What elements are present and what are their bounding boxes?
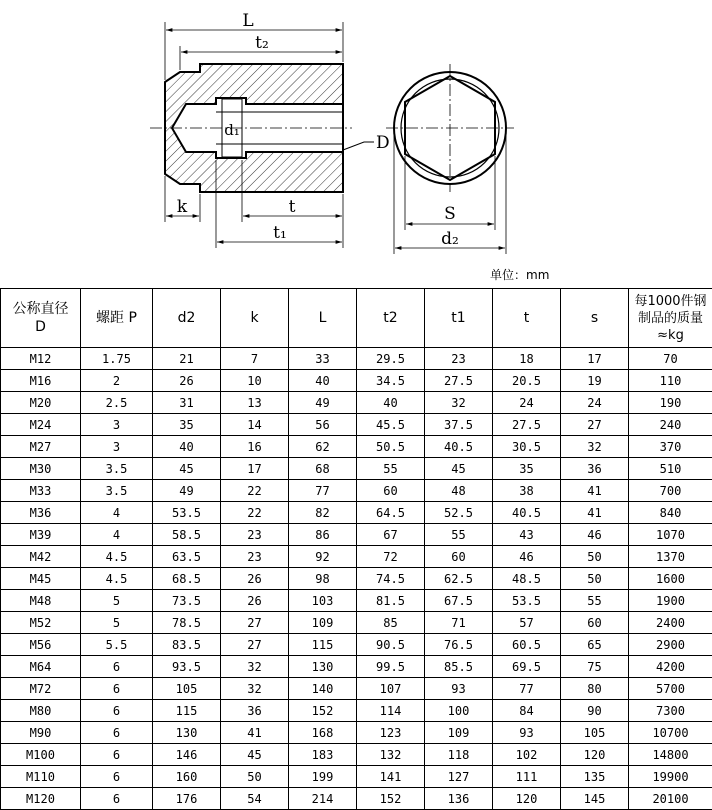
cell-nominal-diameter: M39 [1,524,81,546]
cell-L: 82 [289,502,357,524]
cell-d2: 40 [153,436,221,458]
cell-L: 199 [289,766,357,788]
cell-t1: 32 [425,392,493,414]
cell-L: 183 [289,744,357,766]
table-row [1,436,712,458]
cell-k: 10 [221,370,289,392]
cell-nominal-diameter: M90 [1,722,81,744]
cell-nominal-diameter: M120 [1,788,81,810]
cell-d2: 45 [153,458,221,480]
header-t1-line: t1 [451,310,466,326]
cell-mass-per-1000: 2900 [629,634,712,656]
cell-mass-per-1000: 1900 [629,590,712,612]
cell-t2: 74.5 [357,568,425,590]
header-pitch-line: 螺距 P [96,310,137,326]
table-row [1,348,712,370]
cell-L: 103 [289,590,357,612]
cell-t1: 45 [425,458,493,480]
cell-nominal-diameter: M64 [1,656,81,678]
cell-d2: 53.5 [153,502,221,524]
table-row [1,568,712,590]
cell-k: 22 [221,502,289,524]
cell-t2: 152 [357,788,425,810]
cell-k: 45 [221,744,289,766]
cell-s: 120 [561,744,629,766]
label-t2: t₂ [255,33,269,53]
cell-d2: 26 [153,370,221,392]
header-L [289,289,357,348]
cell-L: 109 [289,612,357,634]
cell-mass-per-1000: 840 [629,502,712,524]
label-L: L [242,11,254,31]
cell-s: 36 [561,458,629,480]
cell-t1: 109 [425,722,493,744]
cell-t1: 67.5 [425,590,493,612]
cell-t: 84 [493,700,561,722]
header-t [493,289,561,348]
table-row [1,524,712,546]
cell-pitch: 6 [81,700,153,722]
cell-t1: 55 [425,524,493,546]
end-view [386,64,514,254]
cell-mass-per-1000: 7300 [629,700,712,722]
cell-pitch: 5.5 [81,634,153,656]
cell-t1: 60 [425,546,493,568]
table-row [1,392,712,414]
header-s [561,289,629,348]
cell-pitch: 4 [81,502,153,524]
cell-d2: 176 [153,788,221,810]
table-row [1,678,712,700]
cell-t2: 114 [357,700,425,722]
cell-s: 60 [561,612,629,634]
cell-nominal-diameter: M56 [1,634,81,656]
cell-pitch: 6 [81,656,153,678]
cell-s: 105 [561,722,629,744]
cell-nominal-diameter: M36 [1,502,81,524]
cell-s: 75 [561,656,629,678]
cell-t2: 45.5 [357,414,425,436]
cell-mass-per-1000: 4200 [629,656,712,678]
cell-d2: 73.5 [153,590,221,612]
spec-table [0,288,712,810]
cell-k: 7 [221,348,289,370]
cell-pitch: 5 [81,612,153,634]
cell-s: 50 [561,546,629,568]
cell-t1: 40.5 [425,436,493,458]
cell-d2: 78.5 [153,612,221,634]
cell-k: 22 [221,480,289,502]
cell-t: 46 [493,546,561,568]
cell-k: 16 [221,436,289,458]
cell-L: 140 [289,678,357,700]
cell-pitch: 3.5 [81,480,153,502]
cell-d2: 49 [153,480,221,502]
cell-s: 55 [561,590,629,612]
cell-t2: 67 [357,524,425,546]
cell-t2: 50.5 [357,436,425,458]
cell-pitch: 4 [81,524,153,546]
cell-t1: 127 [425,766,493,788]
cell-mass-per-1000: 10700 [629,722,712,744]
table-row [1,788,712,810]
cell-nominal-diameter: M72 [1,678,81,700]
cell-s: 80 [561,678,629,700]
table-row [1,590,712,612]
cell-t: 40.5 [493,502,561,524]
cell-d2: 68.5 [153,568,221,590]
cell-d2: 130 [153,722,221,744]
cell-t2: 132 [357,744,425,766]
cell-k: 26 [221,590,289,612]
header-nominal-diameter [1,289,81,348]
cell-d2: 31 [153,392,221,414]
cell-pitch: 6 [81,788,153,810]
header-mass-per-1000-line: 每1000件钢 [634,293,707,309]
cell-nominal-diameter: M100 [1,744,81,766]
cell-k: 36 [221,700,289,722]
cell-mass-per-1000: 70 [629,348,712,370]
cell-mass-per-1000: 19900 [629,766,712,788]
header-mass-per-1000-line: 制品的质量 [637,310,703,326]
table-row [1,634,712,656]
cell-nominal-diameter: M110 [1,766,81,788]
header-t2 [357,289,425,348]
cell-t2: 40 [357,392,425,414]
table-header-row [1,289,712,348]
cell-t1: 85.5 [425,656,493,678]
cell-t1: 62.5 [425,568,493,590]
cell-t2: 107 [357,678,425,700]
cell-mass-per-1000: 370 [629,436,712,458]
cell-t: 60.5 [493,634,561,656]
cell-t: 30.5 [493,436,561,458]
cell-pitch: 2.5 [81,392,153,414]
cell-L: 86 [289,524,357,546]
table-row [1,766,712,788]
cell-nominal-diameter: M30 [1,458,81,480]
table-row [1,700,712,722]
cell-s: 135 [561,766,629,788]
cell-t: 43 [493,524,561,546]
cell-s: 41 [561,480,629,502]
cell-pitch: 6 [81,678,153,700]
cell-t2: 81.5 [357,590,425,612]
cell-pitch: 2 [81,370,153,392]
cell-t: 35 [493,458,561,480]
cell-t1: 27.5 [425,370,493,392]
cell-t: 27.5 [493,414,561,436]
cell-L: 98 [289,568,357,590]
table-row [1,414,712,436]
cell-t2: 29.5 [357,348,425,370]
cell-t: 48.5 [493,568,561,590]
cell-t2: 55 [357,458,425,480]
table-row [1,458,712,480]
cell-t2: 72 [357,546,425,568]
cell-d2: 21 [153,348,221,370]
cell-mass-per-1000: 1600 [629,568,712,590]
cell-mass-per-1000: 510 [629,458,712,480]
label-D: D [376,133,390,153]
cell-nominal-diameter: M48 [1,590,81,612]
cell-L: 33 [289,348,357,370]
cell-nominal-diameter: M16 [1,370,81,392]
cell-pitch: 4.5 [81,546,153,568]
header-k-line: k [250,310,259,326]
technical-drawing [0,0,712,262]
cell-L: 68 [289,458,357,480]
cell-L: 62 [289,436,357,458]
header-t2-line: t2 [383,310,398,326]
cell-L: 49 [289,392,357,414]
cell-k: 50 [221,766,289,788]
header-nominal-diameter-line: 公称直径 [12,301,69,317]
header-s-line: s [590,310,599,326]
cell-pitch: 6 [81,722,153,744]
cell-s: 41 [561,502,629,524]
header-mass-per-1000 [629,289,712,348]
table-body [1,348,712,810]
cell-L: 168 [289,722,357,744]
cell-t2: 60 [357,480,425,502]
cell-L: 92 [289,546,357,568]
cell-t: 77 [493,678,561,700]
cell-t: 38 [493,480,561,502]
cell-mass-per-1000: 110 [629,370,712,392]
cell-t1: 76.5 [425,634,493,656]
cell-k: 32 [221,678,289,700]
cell-pitch: 1.75 [81,348,153,370]
cell-k: 23 [221,524,289,546]
table-row [1,480,712,502]
cell-s: 27 [561,414,629,436]
cell-pitch: 6 [81,766,153,788]
cell-d2: 58.5 [153,524,221,546]
cell-k: 23 [221,546,289,568]
cell-t: 111 [493,766,561,788]
cell-s: 17 [561,348,629,370]
cell-t1: 71 [425,612,493,634]
cell-t: 69.5 [493,656,561,678]
cell-pitch: 3 [81,414,153,436]
cell-t: 102 [493,744,561,766]
cell-t1: 52.5 [425,502,493,524]
cell-mass-per-1000: 700 [629,480,712,502]
cell-d2: 83.5 [153,634,221,656]
cell-pitch: 6 [81,744,153,766]
cell-s: 32 [561,436,629,458]
cell-t2: 64.5 [357,502,425,524]
label-t1: t₁ [273,223,287,243]
cell-t2: 85 [357,612,425,634]
cell-t: 18 [493,348,561,370]
cell-k: 17 [221,458,289,480]
cell-mass-per-1000: 1370 [629,546,712,568]
cell-t2: 141 [357,766,425,788]
cell-nominal-diameter: M52 [1,612,81,634]
cell-k: 41 [221,722,289,744]
cell-nominal-diameter: M33 [1,480,81,502]
cell-t1: 93 [425,678,493,700]
cell-s: 65 [561,634,629,656]
cell-nominal-diameter: M27 [1,436,81,458]
cell-L: 152 [289,700,357,722]
cell-mass-per-1000: 240 [629,414,712,436]
side-view [150,11,390,248]
table-row [1,744,712,766]
table-row [1,722,712,744]
header-t-line: t [523,310,530,326]
unit-label: 单位：mm [490,268,550,282]
cell-mass-per-1000: 2400 [629,612,712,634]
label-S: S [444,204,456,224]
cell-L: 56 [289,414,357,436]
cell-d2: 115 [153,700,221,722]
cell-d2: 160 [153,766,221,788]
cell-nominal-diameter: M42 [1,546,81,568]
cell-t: 120 [493,788,561,810]
label-d1: d₁ [224,121,240,139]
header-nominal-diameter-line: D [35,319,46,335]
cell-mass-per-1000: 5700 [629,678,712,700]
cell-mass-per-1000: 1070 [629,524,712,546]
cell-nominal-diameter: M45 [1,568,81,590]
cell-t1: 118 [425,744,493,766]
cell-t1: 48 [425,480,493,502]
cell-t2: 123 [357,722,425,744]
cell-s: 19 [561,370,629,392]
header-d2-line: d2 [177,310,196,326]
cell-t2: 90.5 [357,634,425,656]
cell-mass-per-1000: 190 [629,392,712,414]
cell-pitch: 3 [81,436,153,458]
cell-L: 214 [289,788,357,810]
cell-s: 50 [561,568,629,590]
cell-nominal-diameter: M24 [1,414,81,436]
cell-nominal-diameter: M80 [1,700,81,722]
header-mass-per-1000-line: ≈kg [657,327,684,343]
cell-t2: 34.5 [357,370,425,392]
cell-L: 115 [289,634,357,656]
cell-t: 57 [493,612,561,634]
table-row [1,370,712,392]
cell-k: 54 [221,788,289,810]
cell-L: 130 [289,656,357,678]
cell-s: 90 [561,700,629,722]
cell-pitch: 5 [81,590,153,612]
cell-mass-per-1000: 14800 [629,744,712,766]
cell-d2: 93.5 [153,656,221,678]
cell-k: 14 [221,414,289,436]
header-d2 [153,289,221,348]
cell-k: 32 [221,656,289,678]
cell-k: 26 [221,568,289,590]
cell-d2: 146 [153,744,221,766]
header-k [221,289,289,348]
table-row [1,546,712,568]
cell-k: 13 [221,392,289,414]
cell-pitch: 3.5 [81,458,153,480]
cell-k: 27 [221,634,289,656]
cell-t: 20.5 [493,370,561,392]
cell-t: 24 [493,392,561,414]
cell-s: 46 [561,524,629,546]
cell-s: 145 [561,788,629,810]
cell-t: 53.5 [493,590,561,612]
cell-k: 27 [221,612,289,634]
cell-t: 93 [493,722,561,744]
table-row [1,656,712,678]
cell-t1: 37.5 [425,414,493,436]
header-t1 [425,289,493,348]
cell-t1: 100 [425,700,493,722]
cell-d2: 35 [153,414,221,436]
cell-s: 24 [561,392,629,414]
table-row [1,612,712,634]
cell-nominal-diameter: M20 [1,392,81,414]
cell-mass-per-1000: 20100 [629,788,712,810]
cell-d2: 105 [153,678,221,700]
header-L-line: L [318,310,327,326]
cell-t1: 136 [425,788,493,810]
cell-nominal-diameter: M12 [1,348,81,370]
table-row [1,502,712,524]
cell-L: 77 [289,480,357,502]
cell-t2: 99.5 [357,656,425,678]
label-k: k [176,197,188,217]
cell-L: 40 [289,370,357,392]
cell-pitch: 4.5 [81,568,153,590]
label-t: t [288,197,296,217]
cell-d2: 63.5 [153,546,221,568]
header-pitch [81,289,153,348]
cell-t1: 23 [425,348,493,370]
label-d2: d₂ [441,229,459,249]
